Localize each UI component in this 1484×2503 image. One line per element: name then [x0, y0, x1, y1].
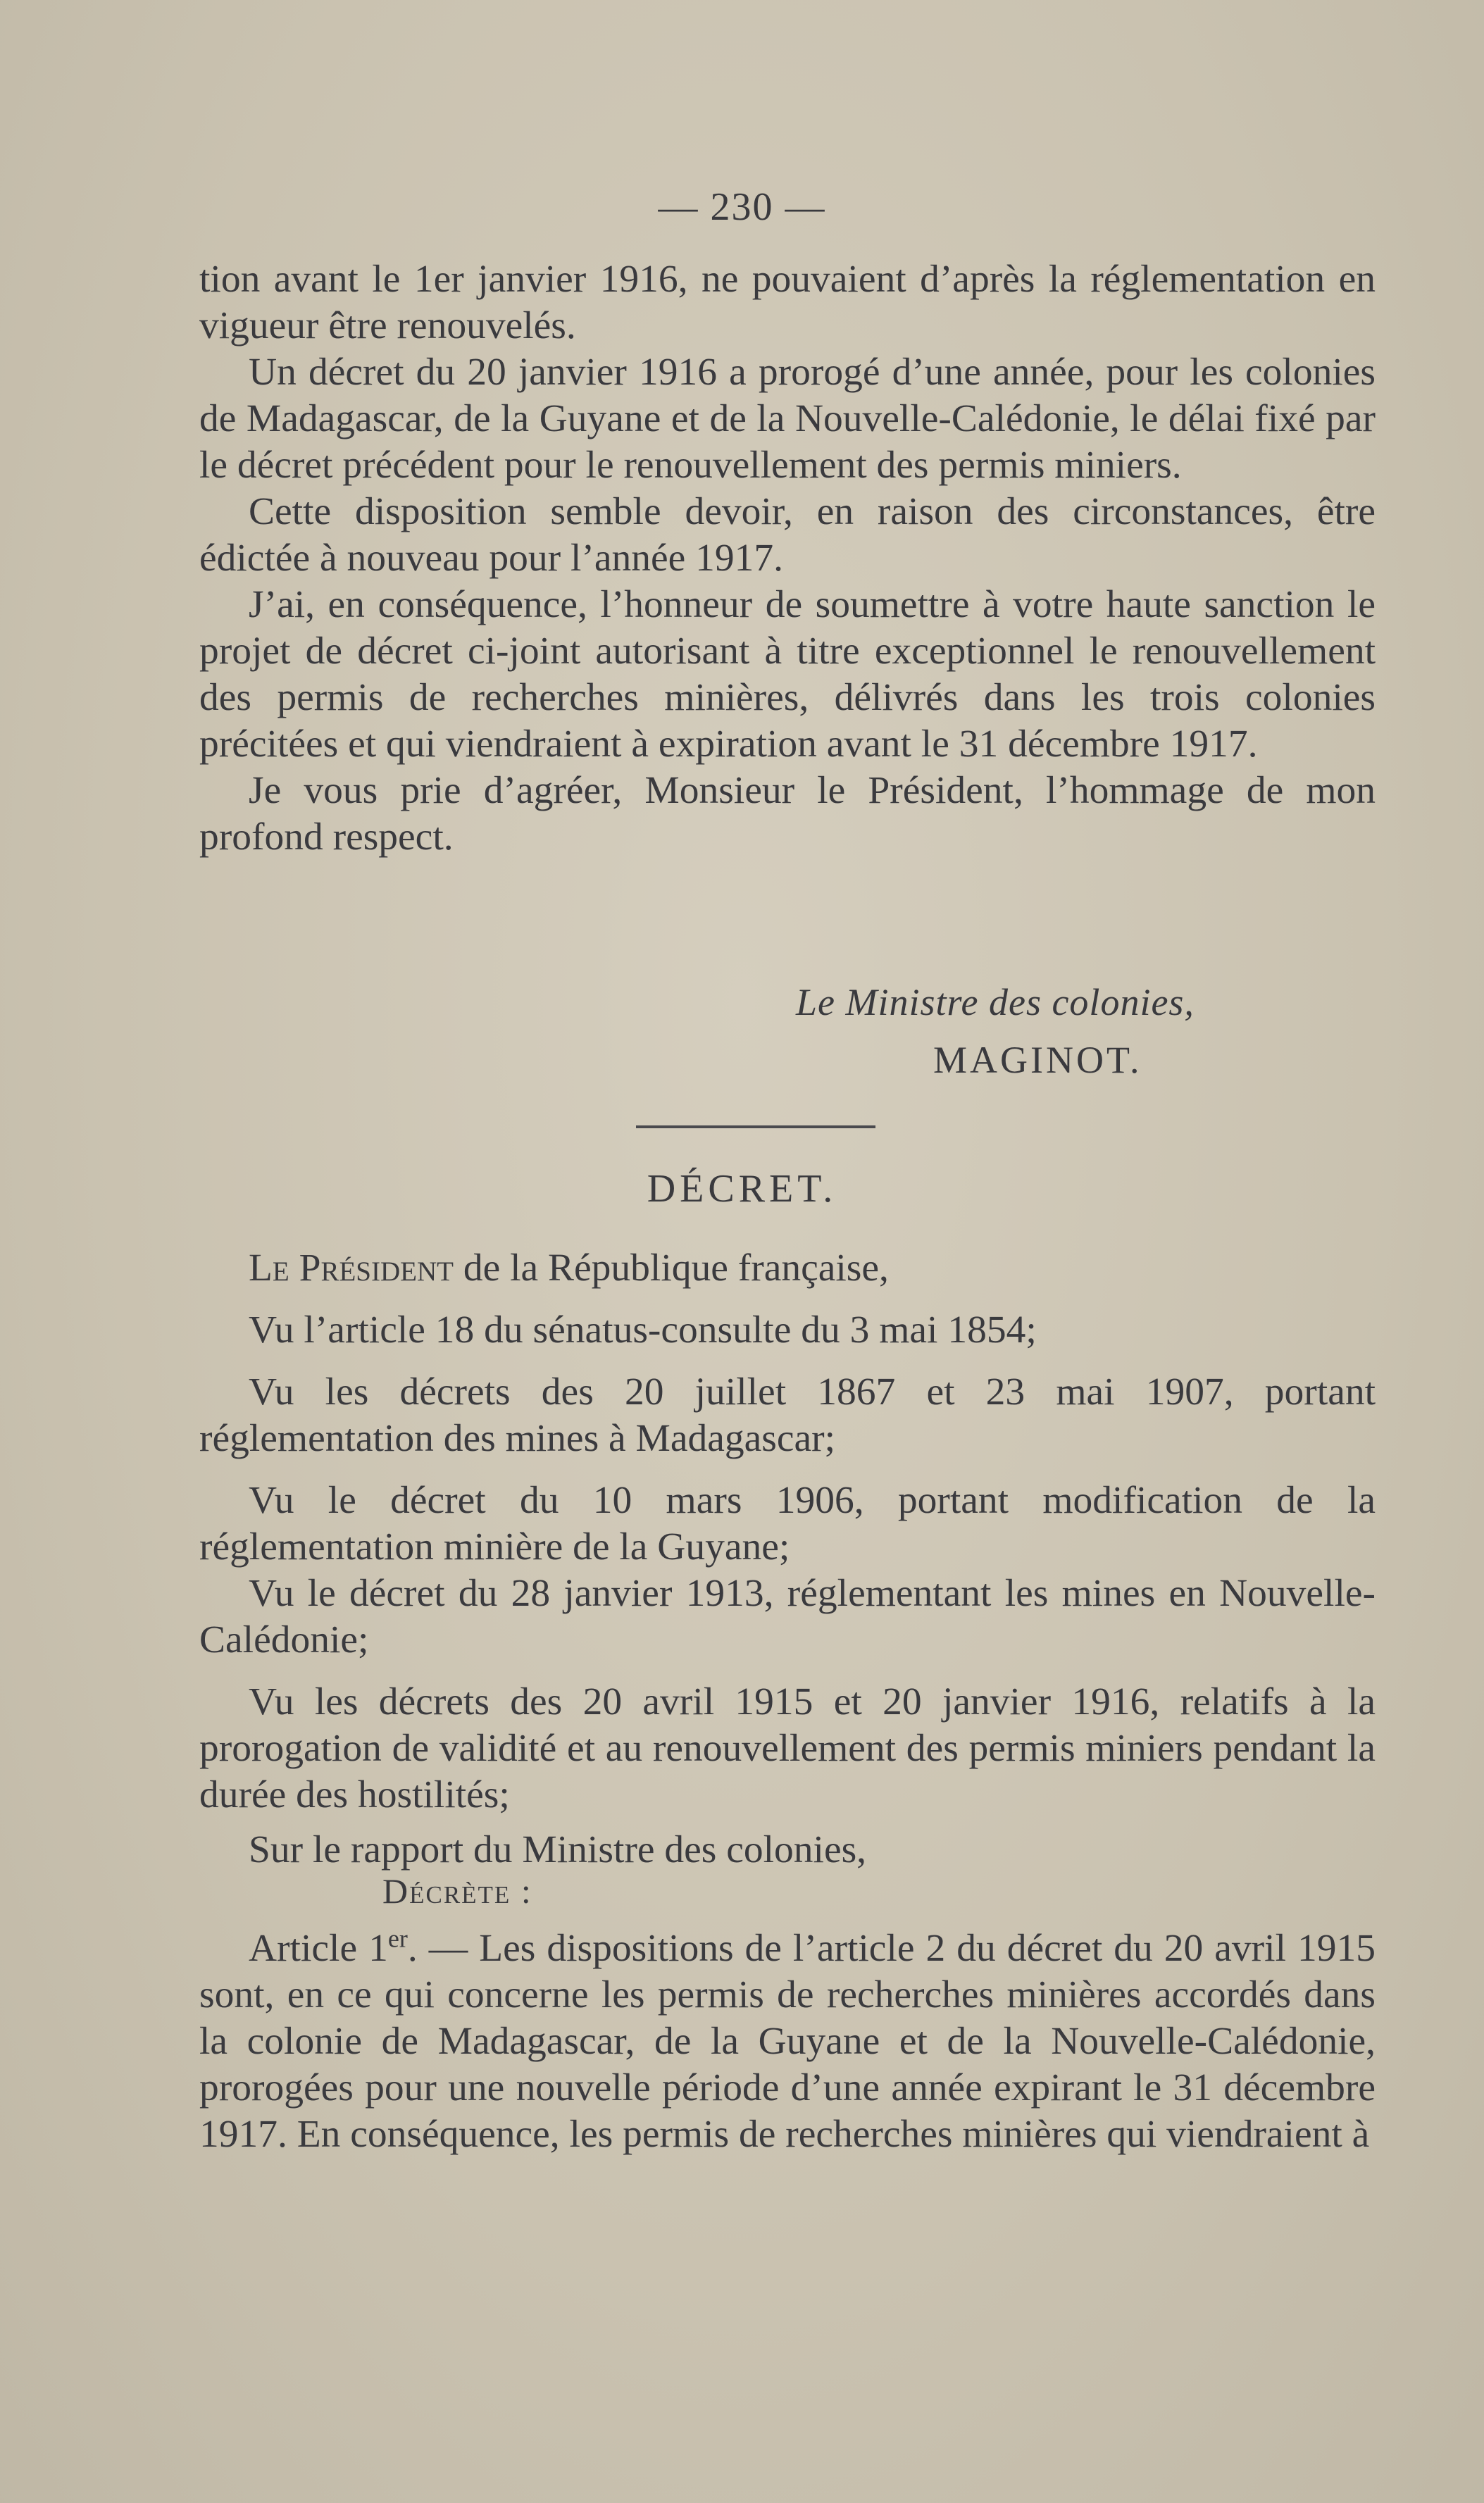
considerant-rapport: Sur le rapport du Ministre des colonies,	[249, 1828, 867, 1871]
considerant-madagascar: Vu les décrets des 20 juillet 1867 et 23 mai 1907, portant réglementation des mines à Madagascar;	[199, 1371, 1376, 1460]
article-sup: er	[387, 1924, 408, 1953]
considerant-prorogation: Vu les décrets des 20 avril 1915 et 20 janvier 1916, relatifs à la prorogation de validité et au renouvellement des permis miniers pendant la durée des hostilités;	[199, 1680, 1376, 1816]
decrete-label: Décrète :	[382, 1871, 532, 1911]
section-divider	[636, 1125, 875, 1128]
signature-name: MAGINOT.	[933, 1039, 1142, 1081]
president-caps: Le Président	[249, 1247, 454, 1290]
decret-preamble	[199, 1245, 1376, 1292]
considerants	[199, 1307, 1376, 1873]
considerant-senatus: Vu l’article 18 du sénatus-consulte du 3 mai 1854;	[249, 1309, 1037, 1352]
president-rest: de la République française,	[453, 1247, 889, 1290]
article-1	[199, 1925, 1376, 2158]
considerant-caledonie: Vu le décret du 28 janvier 1913, réglementant les mines en Nouvelle-Calédonie;	[199, 1572, 1376, 1661]
paragraph-disposition: Cette disposition semble devoir, en raison des circonstances, être édictée à nouveau pour l’année 1917.	[199, 490, 1376, 580]
article-head: Article 1	[249, 1927, 388, 1970]
paragraph-decret-1916: Un décret du 20 janvier 1916 a prorogé d’une année, pour les colonies de Madagascar, de la Guyane et de la Nouvelle-Calédonie, le délai fixé par le décret précédent pour le renouvellement des permis miniers.	[199, 351, 1376, 487]
paragraph-consequence: J’ai, en conséquence, l’honneur de soumettre à votre haute sanction le projet de décret ci-joint autorisant à titre exceptionnel le renouvellement des permis de recherches minières, délivrés dans les trois colonies précitées et qui viendraient à expiration avant le 31 décembre 1917.	[199, 583, 1376, 766]
article-block	[199, 1925, 1376, 2158]
article-text: . — Les dispositions de l’article 2 du décret du 20 avril 1915 sont, en ce qui concerne les permis de recherches minières accordés dans la colonie de Madagascar, de la Guyane et de la Nouvelle-Calédonie, prorogées pour une nouvelle période d’une année expirant le 31 décembre 1917. En conséquence, les permis de recherches minières qui viendraient à	[199, 1927, 1376, 2156]
page-number: — 230 —	[658, 185, 826, 229]
paragraph-continuation: tion avant le 1er janvier 1916, ne pouvaient d’après la réglementation en vigueur être renouvelés.	[199, 258, 1376, 347]
decret-heading: DÉCRET.	[647, 1167, 837, 1211]
preamble-text	[199, 256, 1376, 861]
considerant-guyane: Vu le décret du 10 mars 1906, portant modification de la réglementation minière de la Guyane;	[199, 1479, 1376, 1568]
paragraph-closing: Je vous prie d’agréer, Monsieur le Président, l’hommage de mon profond respect.	[199, 769, 1376, 859]
signature-title: Le Ministre des colonies,	[796, 981, 1195, 1023]
president-line	[199, 1245, 1376, 1292]
